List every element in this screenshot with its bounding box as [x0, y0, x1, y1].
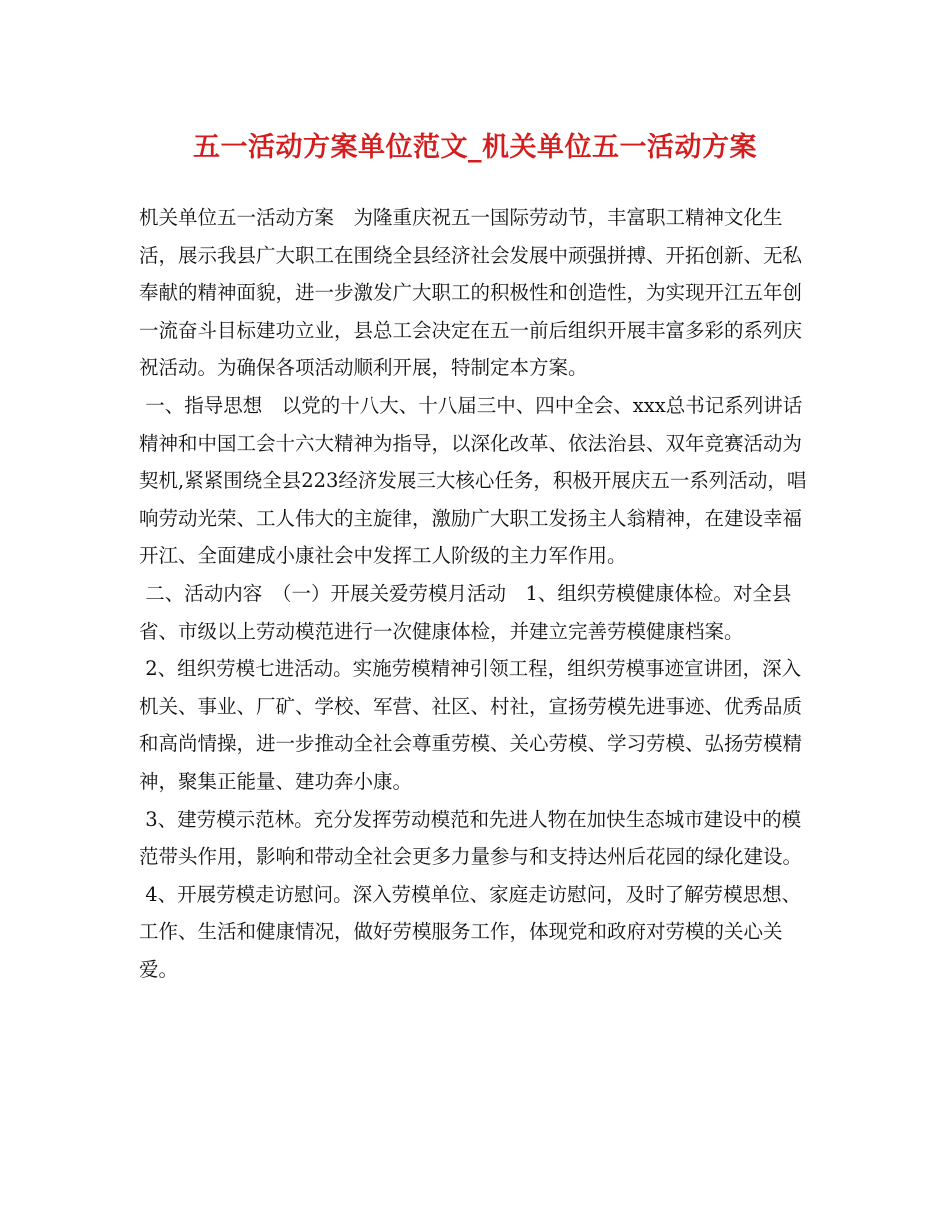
document-body: [139, 199, 819, 988]
paragraph-intro: 机关单位五一活动方案 为隆重庆祝五一国际劳动节，丰富职工精神文化生活，展示我县广大职工在围绕全县经济社会发展中顽强拼搏、开拓创新、无私奉献的精神面貌，进一步激发广大职工的积极性和创造性，为实现开江五年创一流奋斗目标建功立业，县总工会决定在五一前后组织开展丰富多彩的系列庆祝活动。为确保各项活动顺利开展，特制定本方案。: [139, 206, 803, 380]
paragraph-guiding-ideology: 一、指导思想 以党的十八大、十八届三中、四中全会、xxx总书记系列讲话精神和中国工会十六大精神为指导，以深化改革、依法治县、双年竞赛活动为契机,紧紧围绕全县223经济发展三大核心任务，积极开展庆五一系列活动，唱响劳动光荣、工人伟大的主旋律，激励广大职工发扬主人翁精神，在建设幸福开江、全面建成小康社会中发挥工人阶级的主力军作用。: [139, 393, 807, 568]
paragraph-activity-content: 二、活动内容 （一）开展关爱劳模月活动 1、组织劳模健康体检。对全县省、市级以上劳动模范进行一次健康体检，并建立完善劳模健康档案。: [139, 581, 792, 643]
paragraph-item-3: 3、建劳模示范林。充分发挥劳动模范和先进人物在加快生态城市建设中的模范带头作用，影响和带动全社会更多力量参与和支持达州后花园的绿化建设。: [139, 807, 803, 869]
paragraph-item-4: 4、开展劳模走访慰问。深入劳模单位、家庭走访慰问，及时了解劳模思想、工作、生活和健康情况，做好劳模服务工作，体现党和政府对劳模的关心关爱。: [139, 882, 802, 981]
paragraph-item-2: 2、组织劳模七进活动。实施劳模精神引领工程，组织劳模事迹宣讲团，深入机关、事业、厂矿、学校、军营、社区、村社，宣扬劳模先进事迹、优秀品质和高尚情操，进一步推动全社会尊重劳模、关心劳模、学习劳模、弘扬劳模精神，聚集正能量、建功奔小康。: [139, 657, 803, 793]
document-title: 五一活动方案单位范文_机关单位五一活动方案: [193, 132, 757, 163]
